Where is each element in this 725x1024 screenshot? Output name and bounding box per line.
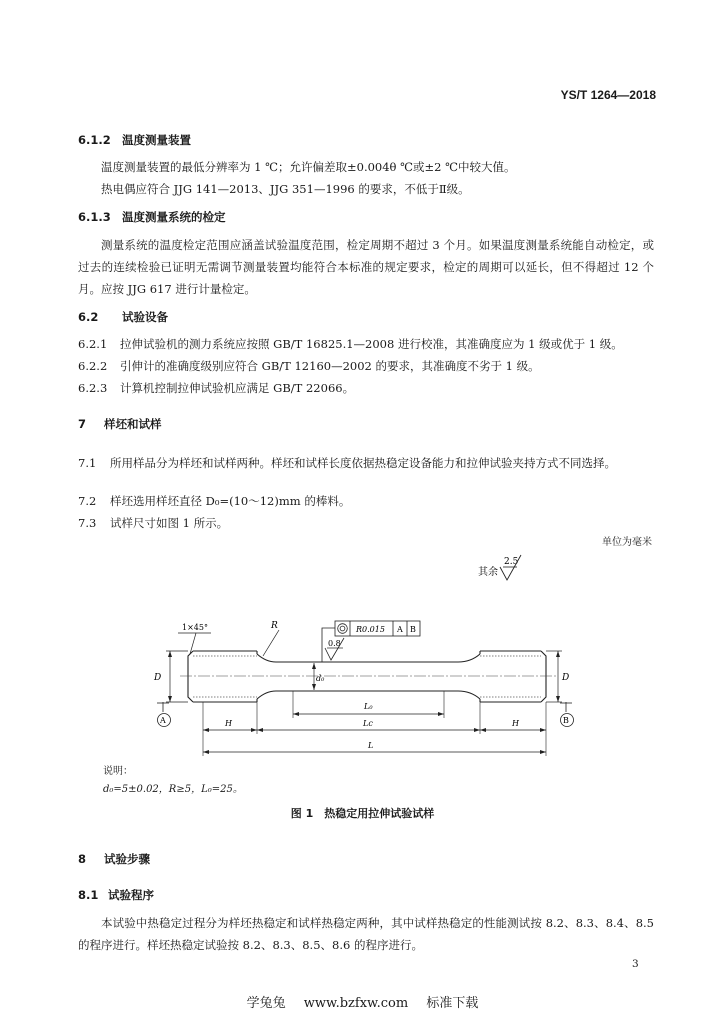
item-text: 所用样品分为样坯和试样两种。样坯和试样长度依据热稳定设备能力和拉伸试验夹持方式不同选择。 — [110, 456, 616, 470]
roughness-label: 其余 — [478, 567, 498, 578]
heading-title: 温度测量系统的检定 — [122, 210, 226, 224]
dim-D-left-label: D — [154, 673, 162, 683]
legend-text: d₀=5±0.02，R≥5，L₀=25。 — [103, 784, 243, 795]
heading-title: 试验设备 — [122, 310, 168, 324]
heading-title: 样坯和试样 — [104, 417, 162, 431]
heading-number: 6.2 — [78, 310, 99, 324]
item-text: 拉伸试验机的测力系统应按照 GB/T 16825.1—2008 进行校准，其准确度应为 1 级或优于 1 级。 — [120, 337, 623, 351]
item-text: 样坯选用样坯直径 D₀=(10～12)mm 的棒料。 — [110, 494, 351, 508]
item-text: 引伸计的准确度级别应符合 GB/T 12160—2002 的要求，其准确度不劣于 1 级。 — [120, 359, 540, 373]
heading-number: 8.1 — [78, 888, 99, 902]
item-number: 6.2.1 — [78, 337, 108, 351]
dim-D-left — [166, 651, 188, 702]
dim-D-right-label: D — [562, 673, 570, 683]
heading-title: 试验程序 — [108, 888, 154, 902]
list-item — [78, 333, 623, 355]
heading-number: 6.1.3 — [78, 210, 111, 224]
roughness-value: 2.5 — [504, 557, 519, 567]
heading-number: 6.1.2 — [78, 133, 111, 147]
watermark-footer — [0, 992, 725, 1011]
footer-slogan: 标准下载 — [426, 996, 479, 1011]
heading-6-1-3 — [78, 209, 226, 225]
item-number: 7.2 — [78, 494, 97, 508]
dim-H-right: H — [512, 719, 519, 728]
paragraph: 热电偶应符合 JJG 141—2013、JJG 351—1996 的要求，不低于Ⅱ级。 — [101, 182, 470, 196]
footer-url[interactable]: www.bzfxw.com — [303, 996, 409, 1011]
list-item — [78, 452, 654, 474]
dim-L0: L₀ — [364, 702, 373, 711]
list-item — [78, 377, 354, 399]
item-number: 6.2.2 — [78, 359, 108, 373]
unit-note: 单位为毫米 — [602, 537, 652, 548]
item-text: 计算机控制拉伸试验机应满足 GB/T 22066。 — [120, 381, 355, 395]
list-item — [78, 512, 228, 534]
list-item — [78, 355, 540, 377]
item-number: 7.3 — [78, 516, 97, 530]
paragraph: 测量系统的温度检定范围应涵盖试验温度范围，检定周期不超过 3 个月。如果温度测量系统能自动检定，或过去的连续检验已证明无需调节测量装置均能符合本标准的规定要求，检定的周期可以延长，但不得超过 12 个月。应按 JJG 617 进行计量检定。 — [78, 238, 654, 296]
dim-D-right — [546, 651, 562, 702]
heading-6-1-2 — [78, 132, 191, 148]
legend-title: 说明： — [103, 766, 133, 777]
footer-site-name: 学兔兔 — [246, 996, 286, 1011]
fcf-datum-a: A — [397, 625, 403, 634]
page-number: 3 — [632, 958, 639, 970]
item-number: 7.1 — [78, 456, 97, 470]
dim-Lc: Lc — [363, 719, 373, 728]
chamfer-label: 1×45° — [182, 623, 208, 632]
fcf-datum-b: B — [410, 625, 416, 634]
heading-8-1 — [78, 887, 154, 903]
heading-number: 8 — [78, 852, 87, 866]
dim-d0: d₀ — [316, 674, 325, 683]
heading-8 — [78, 851, 150, 867]
list-item — [78, 490, 350, 512]
heading-title: 试验步骤 — [104, 852, 150, 866]
paragraph: 温度测量装置的最低分辨率为 1 ℃；允许偏差取±0.004θ ℃或±2 ℃中较大值。 — [101, 160, 516, 174]
datum-a-label: A — [160, 716, 166, 725]
paragraph: 本试验中热稳定过程分为样坯热稳定和试样热稳定两种，其中试样热稳定的性能测试按 8.2、8.3、8.4、8.5 的程序进行。样坯热稳定试验按 8.2、8.3、8.5、8.6 的程序进行。 — [78, 916, 654, 952]
specimen-drawing — [0, 550, 725, 790]
fcf-tolerance: R0.015 — [356, 625, 385, 634]
dim-H-left: H — [225, 719, 232, 728]
item-number: 6.2.3 — [78, 381, 108, 395]
item-text: 试样尺寸如图 1 所示。 — [110, 516, 229, 530]
heading-title: 温度测量装置 — [122, 133, 191, 147]
radius-label: R — [271, 621, 278, 631]
heading-number: 7 — [78, 417, 87, 431]
dim-L: L — [368, 741, 374, 750]
datum-b-label: B — [563, 716, 569, 725]
heading-7 — [78, 416, 162, 432]
standard-number: YS/T 1264—2018 — [560, 88, 656, 102]
local-roughness-value: 0.8 — [328, 639, 341, 648]
heading-6-2 — [78, 309, 168, 325]
specimen-outline — [188, 651, 546, 702]
figure-caption: 图 1 热稳定用拉伸试验试样 — [290, 807, 435, 820]
